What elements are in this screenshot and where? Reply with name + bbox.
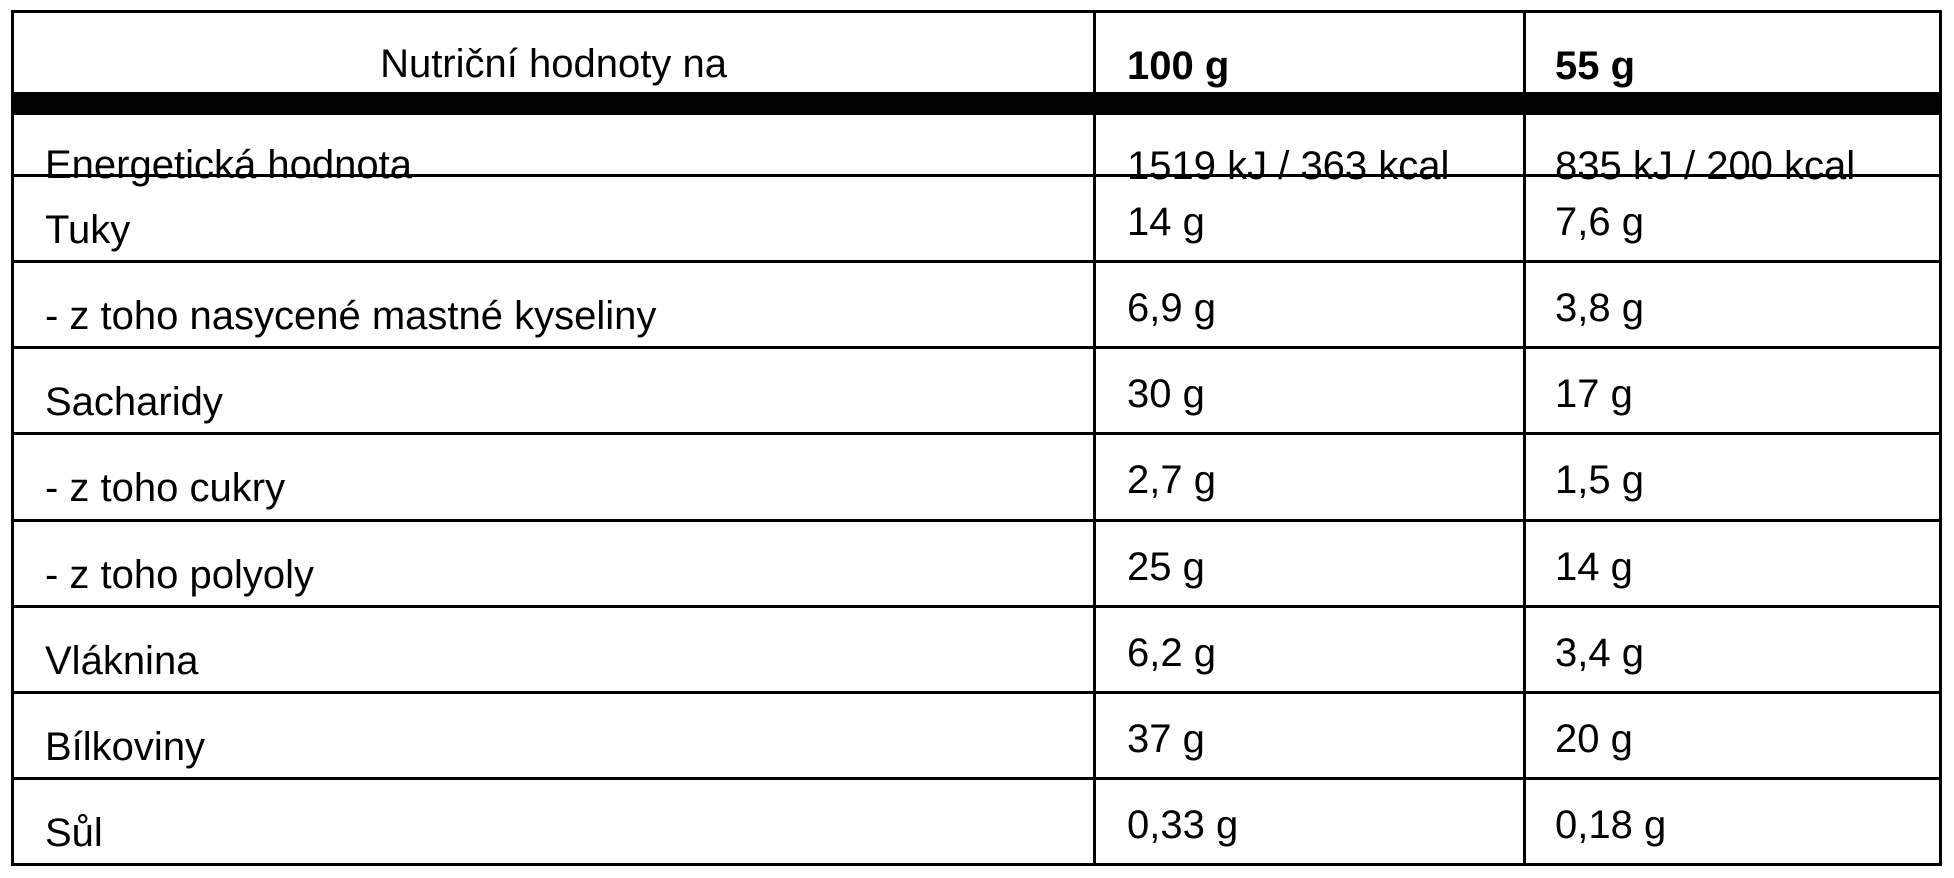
row-value-55g: 835 kJ / 200 kcal bbox=[1523, 115, 1939, 174]
row-label: - z toho cukry bbox=[45, 466, 286, 510]
row-label: - z toho nasycené mastné kyseliny bbox=[45, 294, 657, 338]
row-label: Bílkoviny bbox=[45, 725, 206, 769]
row-value-55g: 17 g bbox=[1523, 349, 1939, 432]
table-row bbox=[14, 174, 1939, 260]
row-value-55g: 20 g bbox=[1523, 694, 1939, 777]
row-value-100g: 25 g bbox=[1093, 522, 1523, 605]
row-value-55g: 7,6 g bbox=[1523, 177, 1939, 260]
row-value-100g: 37 g bbox=[1093, 694, 1523, 777]
row-label: Energetická hodnota bbox=[45, 143, 412, 187]
row-label: Sůl bbox=[45, 811, 103, 855]
table-row bbox=[14, 519, 1939, 605]
row-label: - z toho polyoly bbox=[45, 553, 315, 597]
table-row bbox=[14, 691, 1939, 777]
row-value-55g: 1,5 g bbox=[1523, 435, 1939, 519]
table-row bbox=[14, 605, 1939, 691]
row-value-100g: 0,33 g bbox=[1093, 780, 1523, 863]
table-row bbox=[14, 432, 1939, 519]
table-row bbox=[14, 260, 1939, 346]
row-value-100g: 6,9 g bbox=[1093, 263, 1523, 346]
table-row bbox=[14, 346, 1939, 432]
row-value-100g: 1519 kJ / 363 kcal bbox=[1093, 115, 1523, 174]
row-value-100g: 14 g bbox=[1093, 177, 1523, 260]
row-value-100g: 2,7 g bbox=[1093, 435, 1523, 519]
table-header-row bbox=[14, 13, 1939, 92]
row-label: Tuky bbox=[45, 208, 131, 252]
row-value-55g: 0,18 g bbox=[1523, 780, 1939, 863]
row-value-55g: 14 g bbox=[1523, 522, 1939, 605]
row-value-55g: 3,4 g bbox=[1523, 608, 1939, 691]
nutrition-table bbox=[11, 10, 1942, 866]
table-row bbox=[14, 777, 1939, 863]
row-label: Sacharidy bbox=[45, 380, 223, 424]
header-separator-bar bbox=[14, 92, 1939, 115]
header-55g: 55 g bbox=[1523, 13, 1939, 92]
row-label: Vláknina bbox=[45, 639, 199, 683]
table-row bbox=[14, 115, 1939, 188]
header-label: Nutriční hodnoty na bbox=[380, 42, 727, 86]
row-value-100g: 6,2 g bbox=[1093, 608, 1523, 691]
header-100g: 100 g bbox=[1093, 13, 1523, 92]
row-value-100g: 30 g bbox=[1093, 349, 1523, 432]
row-value-55g: 3,8 g bbox=[1523, 263, 1939, 346]
